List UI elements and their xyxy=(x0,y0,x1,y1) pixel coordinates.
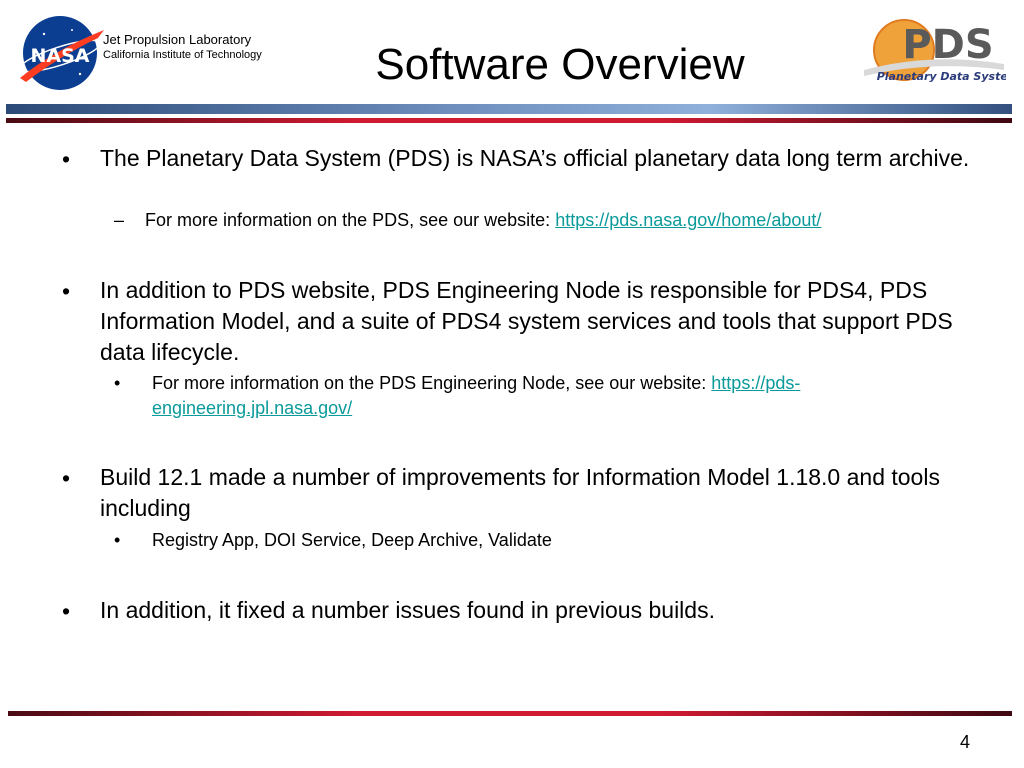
pds-engineering-link[interactable]: https://pds-engineering.jpl.nasa.gov/ xyxy=(152,373,801,418)
svg-text:PDS: PDS xyxy=(902,22,994,68)
bullet-marker: • xyxy=(62,465,71,491)
header-divider-blue xyxy=(6,104,1012,114)
bullet-text: The Planetary Data System (PDS) is NASA’s official planetary data long term archive. xyxy=(100,145,970,171)
sub-bullet-text: For more information on the PDS Engineering Node, see our website: xyxy=(152,373,712,393)
sub-bullet-item xyxy=(145,208,965,233)
pds-logo xyxy=(862,14,1006,90)
pds-about-link[interactable]: https://pds.nasa.gov/home/about/ xyxy=(555,210,822,230)
sub-bullet-text: For more information on the PDS, see our website: xyxy=(145,210,556,230)
organization-name: Jet Propulsion Laboratory xyxy=(103,32,252,47)
nasa-logo xyxy=(14,12,108,92)
bullet-marker: • xyxy=(62,278,71,304)
header-divider-red xyxy=(6,118,1012,123)
footer-divider xyxy=(8,711,1012,716)
bullet-marker: • xyxy=(62,146,71,172)
sub-bullet-text: Registry App, DOI Service, Deep Archive, Validate xyxy=(152,530,552,550)
svg-text:NASA: NASA xyxy=(30,45,90,67)
bullet-text: In addition, it fixed a number issues found in previous builds. xyxy=(100,597,715,623)
bullet-marker: • xyxy=(62,598,71,624)
sub-bullet-item xyxy=(152,371,972,421)
svg-text:Planetary Data System: Planetary Data System xyxy=(876,70,1006,83)
organization-subtitle: California Institute of Technology xyxy=(103,49,262,61)
sub-bullet-marker: – xyxy=(114,210,125,230)
bullet-text: In addition to PDS website, PDS Engineering Node is responsible for PDS4, PDS Information Model, and a suite of PDS4 system services and tools that support PDS data lifecycle. xyxy=(100,277,953,365)
sub-bullet-marker: • xyxy=(114,530,121,550)
sub-bullet-marker: • xyxy=(114,373,121,393)
page-number: 4 xyxy=(959,732,970,752)
slide-title: Software Overview xyxy=(375,40,745,89)
bullet-text: Build 12.1 made a number of improvements for Information Model 1.18.0 and tools including xyxy=(100,464,940,521)
